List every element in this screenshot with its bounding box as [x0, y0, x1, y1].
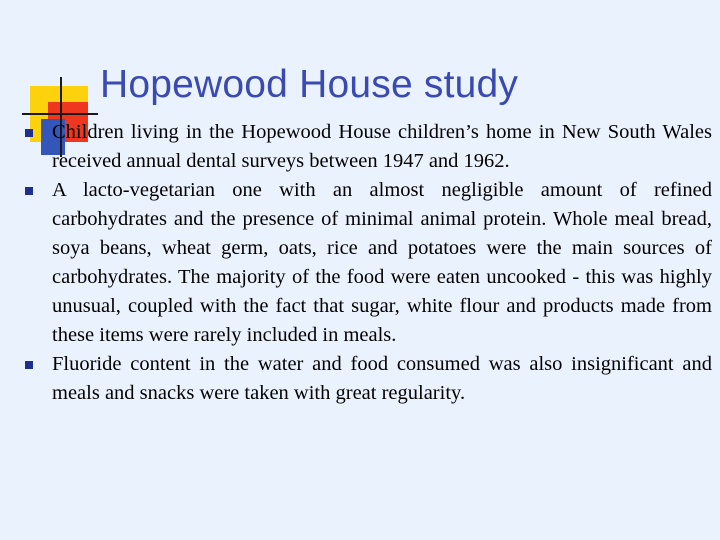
bullet-text: Children living in the Hopewood House children’s home in New South Wales received annual dental surveys between 1947 and 1962. — [52, 121, 712, 172]
bullet-item — [22, 118, 712, 176]
bullet-text: Fluoride content in the water and food consumed was also insignificant and meals and snacks were taken with great regularity. — [52, 353, 712, 404]
bullet-list — [22, 118, 712, 408]
square-bullet-icon — [25, 129, 33, 137]
slide-title: Hopewood House study — [100, 63, 519, 106]
square-bullet-icon — [25, 187, 33, 195]
bullet-item — [22, 176, 712, 350]
bullet-text: A lacto-vegetarian one with an almost negligible amount of refined carbohydrates and the presence of minimal animal protein. Whole meal bread, soya beans, wheat germ, oats, rice and potatoes were the main sources of carbohydrates. The majority of the food were eaten uncooked - this was highly unusual, coupled with the fact that sugar, white flour and products made from these items were rarely included in meals. — [52, 179, 712, 346]
square-bullet-icon — [25, 361, 33, 369]
bullet-item — [22, 350, 712, 408]
decorative-horizontal-line — [22, 113, 98, 115]
